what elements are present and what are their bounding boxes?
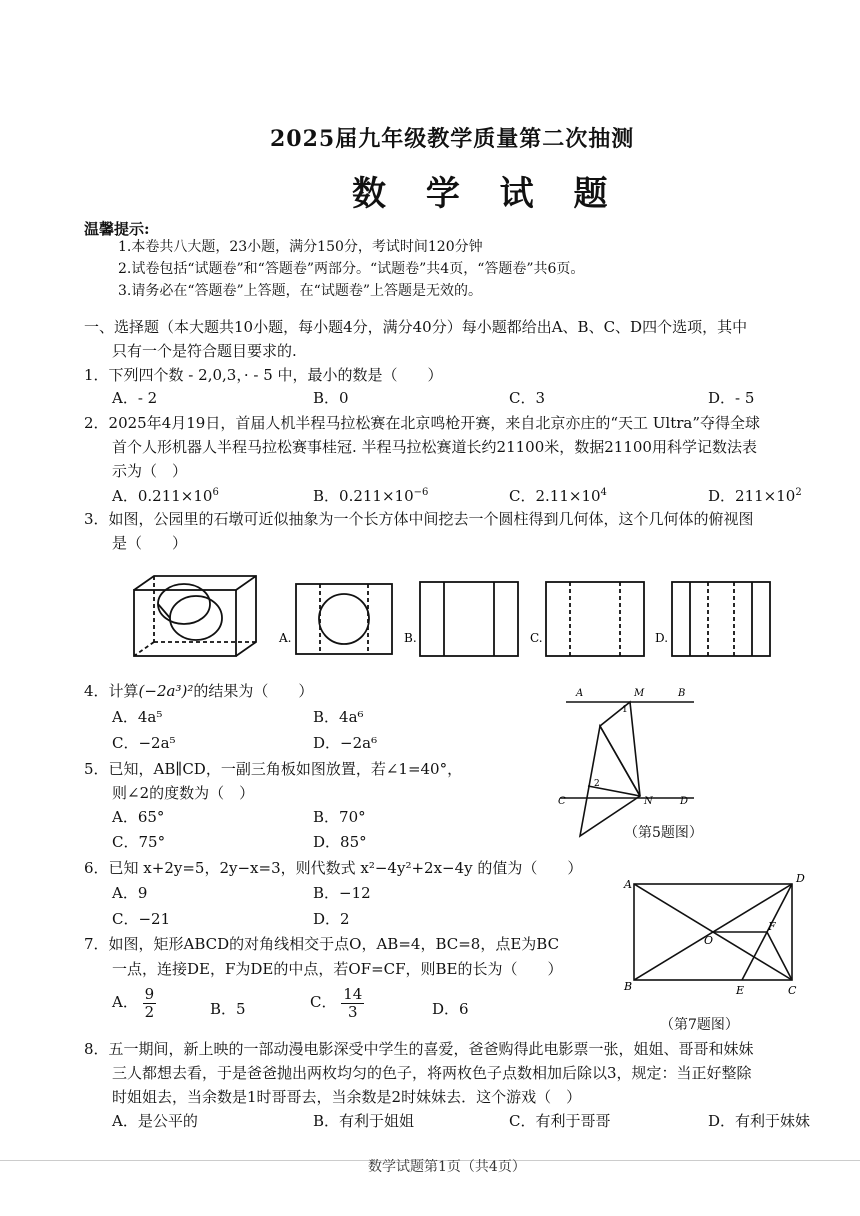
angle-2-label: 2 [594, 779, 600, 789]
question-7-line: 7．如图，矩形ABCD的对角线相交于点O，AB=4，BC=8，点E为BC [84, 935, 560, 953]
option-letter: B． [313, 487, 340, 505]
q6-option-a: A．9 [112, 884, 148, 902]
q3-option-label-a: A. [279, 631, 292, 645]
q3-figures [0, 570, 860, 680]
exam-title: 数 学 试 题 [352, 174, 622, 214]
fraction [143, 986, 157, 1020]
option-a-view [296, 584, 392, 654]
question-8-line: 时姐姐去，当余数是1时哥哥去，当余数是2时妹妹去．这个游戏（ ） [112, 1088, 582, 1106]
q8-option-a: A．是公平的 [112, 1112, 198, 1130]
q6-option-d: D．2 [313, 910, 350, 928]
option-base: 0.211×10 [137, 487, 213, 505]
option-exponent: 4 [600, 487, 607, 498]
label-f: F [768, 920, 776, 933]
question-2-line: 示为（ ） [112, 462, 188, 480]
q5-caption: （第5题图） [624, 825, 703, 841]
option-letter: A． [112, 993, 138, 1011]
q7-option-b: B．5 [210, 1000, 246, 1018]
option-c-view [546, 582, 644, 656]
question-1-stem: 1．下列四个数 - 2,0,3，· - 5 中，最小的数是（ ） [84, 366, 443, 384]
q1-option-b: B．0 [313, 389, 349, 407]
page-footer: 数学试题第1页（共4页） [368, 1159, 526, 1175]
option-base: 0.211×10 [339, 487, 414, 505]
label-m: M [634, 688, 645, 699]
option-b-view [420, 582, 518, 656]
notice-heading: 温馨提示: [84, 220, 150, 238]
question-8-line: 三人都想去看，于是爸爸抛出两枚均匀的色子，将两枚色子点数相加后除以3，规定：当正好整除 [112, 1064, 752, 1082]
q7-caption: （第7题图） [660, 1017, 739, 1033]
label-o: O [704, 934, 714, 947]
q2-option-a [112, 485, 219, 506]
question-7-line: 一点，连接DE，F为DE的中点，若OF=CF，则BE的长为（ ） [112, 960, 563, 978]
label-d: D [680, 796, 689, 807]
q8-option-d: D．有利于妹妹 [708, 1112, 811, 1130]
q3-option-label-c: C. [530, 631, 543, 645]
numerator: 9 [144, 985, 155, 1003]
q5-option-b: B．70° [313, 808, 366, 826]
q5-option-c: C．75° [112, 833, 166, 851]
q2-option-d [708, 485, 802, 506]
q6-option-c: C．−21 [112, 910, 171, 928]
section-heading-cont: 只有一个是符合题目要求的. [112, 342, 297, 360]
section-heading: 一、选择题（本大题共10小题，每小题4分，满分40分）每小题都给出A、B、C、D四个选项，其中 [84, 318, 748, 336]
q2-option-b [313, 485, 428, 506]
denominator: 3 [348, 1002, 358, 1021]
q8-option-c: C．有利于哥哥 [509, 1112, 611, 1130]
option-base: 2.11×10 [535, 487, 601, 505]
question-4-stem [84, 680, 313, 701]
question-2-line: 2．2025年4月19日，首届人机半程马拉松赛在北京鸣枪开赛，来自北京亦庄的“天工 Ultra”夺得全球 [84, 414, 761, 432]
exam-subtitle: 2025届九年级教学质量第二次抽测 [270, 126, 635, 152]
label-a: A [624, 878, 632, 891]
option-letter: C． [310, 993, 337, 1011]
fraction [341, 986, 364, 1020]
question-3-line: 是（ ） [112, 534, 188, 552]
option-letter: A． [112, 487, 138, 505]
q1-option-c: C．3 [509, 389, 546, 407]
label-c: C [558, 796, 566, 807]
q4-option-c: C．−2a⁵ [112, 734, 176, 752]
option-letter: C． [509, 487, 536, 505]
label-b: B [678, 688, 686, 699]
question-5-line: 则∠2的度数为（ ） [112, 784, 255, 802]
q5-option-a: A．65° [112, 808, 165, 826]
q7-option-d: D．6 [432, 1000, 469, 1018]
q3-option-label-b: B. [404, 631, 417, 645]
question-5-line: 5．已知，AB∥CD，一副三角板如图放置，若∠1=40°， [84, 760, 463, 778]
stone-block-figure [134, 576, 256, 656]
label-c: C [788, 984, 797, 997]
option-base: 211×10 [735, 487, 796, 505]
notice-item: 3.请务必在“答题卷”上答题，在“试题卷”上答题是无效的。 [118, 283, 482, 299]
question-3-line: 3．如图，公园里的石墩可近似抽象为一个长方体中间挖去一个圆柱得到几何体，这个几何体的俯视图 [84, 510, 754, 528]
angle-1-label: 1 [622, 705, 628, 715]
question-2-line: 首个人形机器人半程马拉松赛事桂冠. 半程马拉松赛道长约21100米，数据21100用科学记数法表 [112, 438, 757, 456]
q1-option-d: D．- 5 [708, 389, 755, 407]
q7-figure [620, 870, 820, 1000]
label-a: A [576, 688, 584, 699]
option-exponent: 2 [795, 487, 802, 498]
q7-option-c [310, 986, 364, 1020]
q8-option-b: B．有利于姐姐 [313, 1112, 415, 1130]
notice-item: 2.试卷包括“试题卷”和“答题卷”两部分。“试题卷”共4页，“答题卷”共6页。 [118, 261, 585, 277]
q4-option-b: B．4a⁶ [313, 708, 364, 726]
option-exponent: −6 [413, 487, 429, 498]
notice-item: 1.本卷共八大题，23小题，满分150分，考试时间120分钟 [118, 239, 483, 255]
q4-expression: (−2a³)² [138, 682, 194, 700]
label-e: E [736, 984, 745, 997]
q4-stem-pre: 4．计算 [84, 682, 139, 700]
q7-option-a [112, 986, 156, 1020]
q4-option-d: D．−2a⁶ [313, 734, 378, 752]
q3-option-label-d: D. [655, 631, 669, 645]
q1-option-a: A．- 2 [112, 389, 158, 407]
q5-option-d: D．85° [313, 833, 367, 851]
q2-option-c [509, 485, 607, 506]
label-b: B [624, 980, 633, 993]
q6-option-b: B．−12 [313, 884, 371, 902]
label-d: D [796, 872, 805, 885]
q4-stem-post: 的结果为（ ） [193, 682, 314, 700]
option-d-view [672, 582, 770, 656]
q4-option-a: A．4a⁵ [112, 708, 163, 726]
question-6-stem: 6．已知 x+2y=5，2y−x=3，则代数式 x²−4y²+2x−4y 的值为（ ） [84, 859, 583, 877]
option-exponent: 6 [212, 487, 219, 498]
question-8-line: 8．五一期间，新上映的一部动漫电影深受中学生的喜爱，爸爸购得此电影票一张，姐姐、哥哥和妹妹 [84, 1040, 754, 1058]
numerator: 14 [343, 985, 363, 1003]
denominator: 2 [144, 1002, 155, 1021]
option-letter: D． [708, 487, 736, 505]
label-n: N [644, 796, 653, 807]
